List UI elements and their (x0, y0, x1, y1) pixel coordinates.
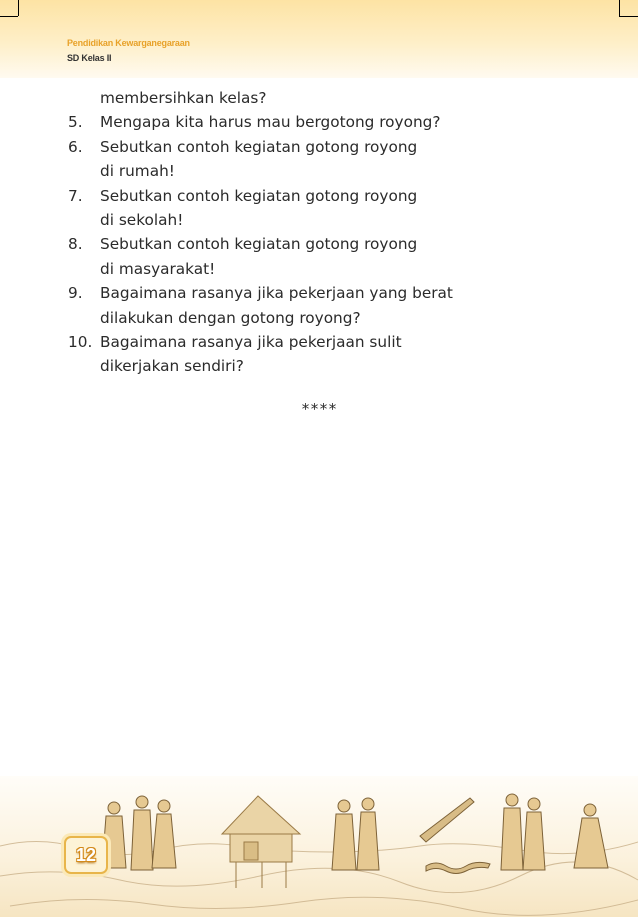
question-number: 5. (68, 113, 83, 132)
list-item (68, 330, 548, 354)
question-text: Sebutkan contoh kegiatan gotong royong (100, 137, 418, 156)
crop-mark-top-right (619, 0, 620, 16)
list-item-continuation (68, 354, 548, 378)
question-text: dilakukan dengan gotong royong? (100, 308, 361, 327)
question-list (68, 86, 548, 379)
question-text: dikerjakan sendiri? (100, 357, 244, 376)
question-number: 6. (68, 137, 83, 156)
question-text: Bagaimana rasanya jika pekerjaan sulit (100, 332, 402, 351)
list-item-continuation (68, 208, 548, 232)
question-number: 7. (68, 186, 83, 205)
question-text: membersihkan kelas? (100, 89, 267, 107)
list-item-continuation (68, 159, 548, 183)
crop-mark-top-left (18, 0, 19, 16)
section-separator: **** (300, 400, 338, 418)
question-text: Sebutkan contoh kegiatan gotong royong (100, 186, 418, 205)
question-number: 8. (68, 235, 83, 254)
question-number: 10. (68, 332, 93, 351)
list-item (68, 281, 548, 305)
question-text: Mengapa kita harus mau bergotong royong? (100, 113, 441, 132)
list-item-continuation (68, 257, 548, 281)
list-item (68, 232, 548, 256)
question-text: Sebutkan contoh kegiatan gotong royong (100, 235, 418, 254)
question-text: Bagaimana rasanya jika pekerjaan yang berat (100, 284, 453, 303)
kris-weapon-drawing (420, 798, 490, 874)
list-item (68, 135, 548, 159)
crop-mark-top-left-h (0, 16, 18, 17)
list-item (68, 86, 548, 110)
question-number: 9. (68, 284, 83, 303)
people-figures (102, 794, 608, 870)
list-item-continuation (68, 306, 548, 330)
running-header-grade: SD Kelas II (67, 53, 112, 63)
list-item (68, 184, 548, 208)
list-item (68, 110, 548, 134)
question-text: di rumah! (100, 162, 175, 181)
question-text: di sekolah! (100, 210, 184, 229)
crop-mark-top-right-h (619, 16, 638, 17)
question-text: di masyarakat! (100, 259, 216, 278)
page-number-badge: 12 (64, 836, 108, 874)
stilt-house-drawing (222, 796, 300, 888)
running-header-subject: Pendidikan Kewarganegaraan (67, 38, 190, 48)
